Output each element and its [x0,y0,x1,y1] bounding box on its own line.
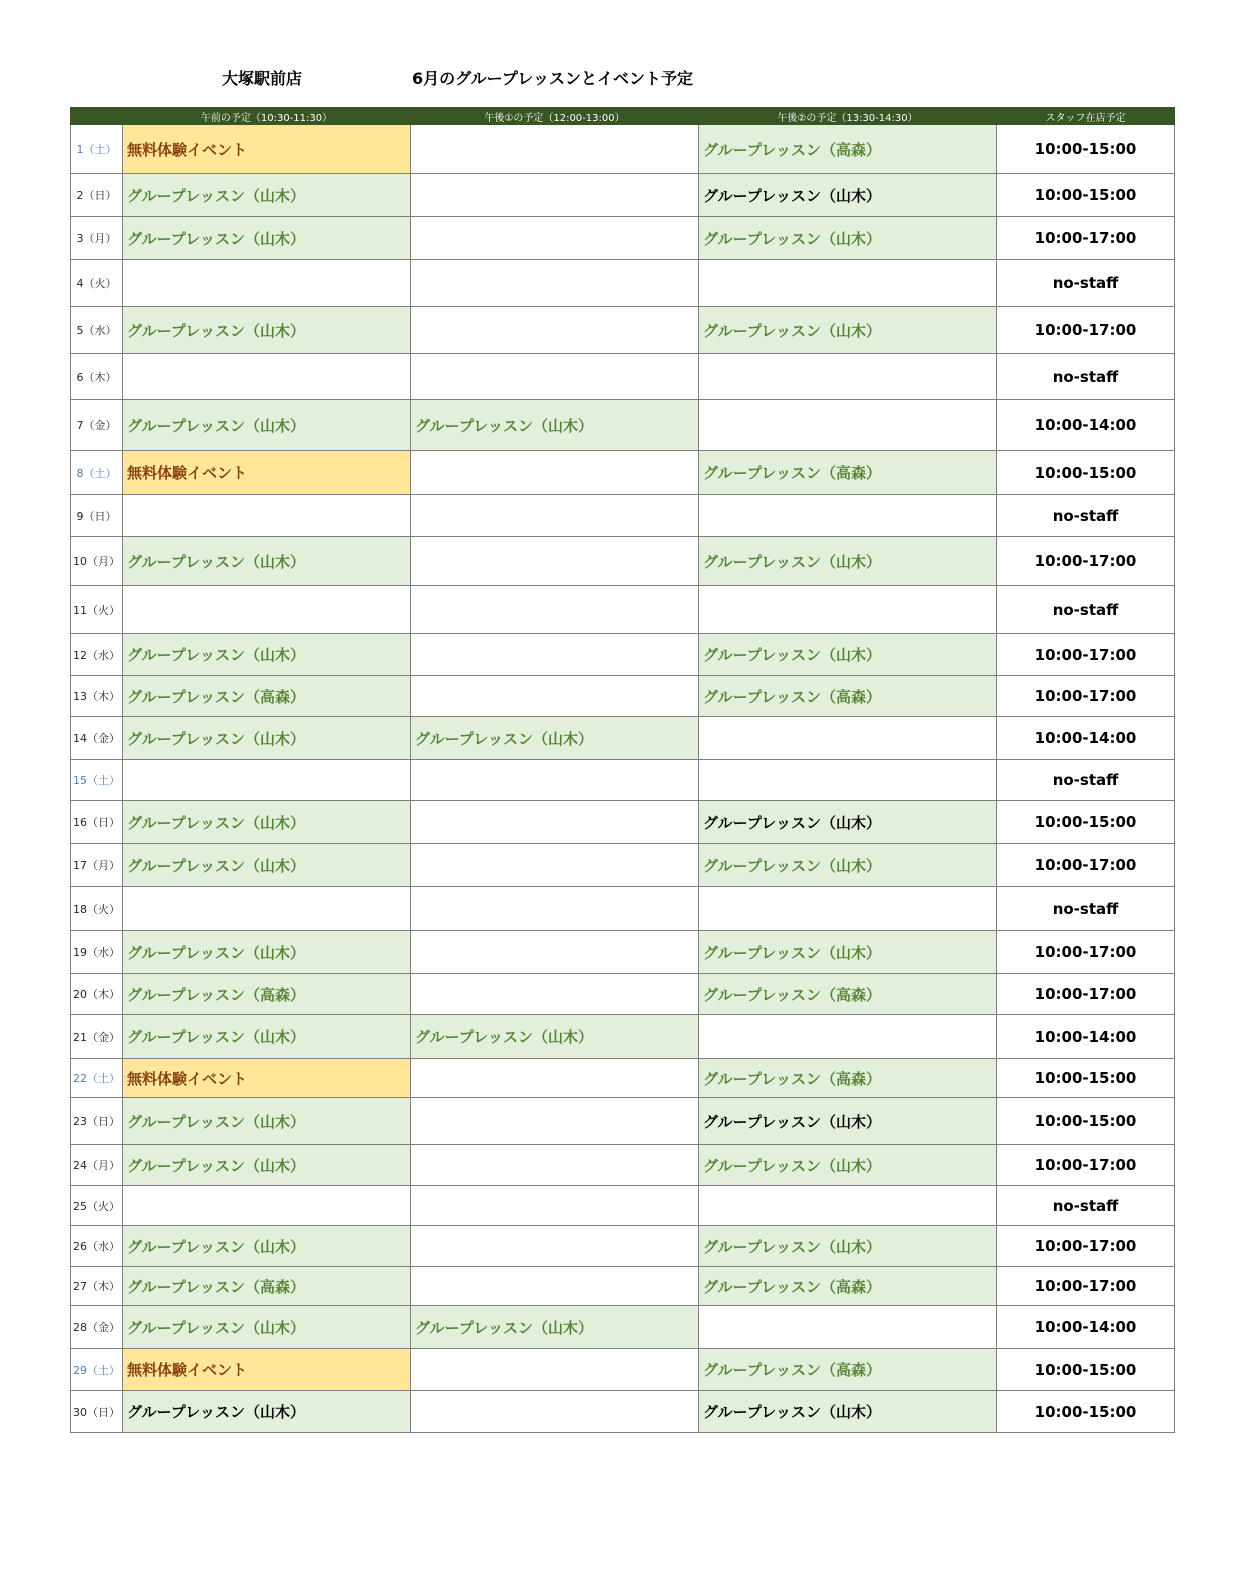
table-row [71,931,1175,974]
staff-hours-cell: no-staff [997,760,1175,801]
day-cell: 2（日） [71,174,123,217]
am-slot-cell: グループレッスン（山木） [123,1306,411,1349]
table-row [71,676,1175,717]
pm1-slot-cell [411,634,699,676]
pm2-slot-cell [699,260,997,307]
pm2-slot-cell: グループレッスン（山木） [699,634,997,676]
pm1-slot-cell: グループレッスン（山木） [411,1306,699,1349]
day-cell: 7（金） [71,400,123,451]
day-cell: 26（水） [71,1226,123,1267]
day-cell: 24（月） [71,1145,123,1186]
table-row [71,1226,1175,1267]
pm2-slot-cell: グループレッスン（高森） [699,676,997,717]
pm1-slot-cell [411,1145,699,1186]
pm2-slot-cell [699,717,997,760]
am-slot-cell [123,1186,411,1226]
pm2-slot-cell: グループレッスン（高森） [699,974,997,1015]
pm1-slot-cell [411,495,699,537]
pm1-slot-cell [411,1098,699,1145]
am-slot-cell [123,760,411,801]
pm1-slot-cell [411,354,699,400]
table-row [71,1059,1175,1098]
schedule-table [70,107,1175,1433]
table-row [71,801,1175,844]
pm1-slot-cell: グループレッスン（山木） [411,400,699,451]
day-cell: 3（月） [71,217,123,260]
header-afternoon-1: 午後①の予定（12:00-13:00） [411,108,699,125]
am-slot-cell: グループレッスン（山木） [123,307,411,354]
am-slot-cell [123,495,411,537]
am-slot-cell: 無料体験イベント [123,1349,411,1391]
am-slot-cell [123,586,411,634]
pm1-slot-cell [411,887,699,931]
pm1-slot-cell [411,307,699,354]
pm2-slot-cell: グループレッスン（山木） [699,1391,997,1433]
pm1-slot-cell [411,760,699,801]
day-cell: 4（火） [71,260,123,307]
table-row [71,717,1175,760]
staff-hours-cell: 10:00-15:00 [997,1059,1175,1098]
pm1-slot-cell: グループレッスン（山木） [411,1015,699,1059]
staff-hours-cell: 10:00-17:00 [997,931,1175,974]
staff-hours-cell: no-staff [997,586,1175,634]
pm1-slot-cell [411,844,699,887]
staff-hours-cell: 10:00-15:00 [997,125,1175,174]
staff-hours-cell: 10:00-15:00 [997,174,1175,217]
pm1-slot-cell [411,1186,699,1226]
day-cell: 16（日） [71,801,123,844]
pm2-slot-cell: グループレッスン（山木） [699,1145,997,1186]
am-slot-cell: グループレッスン（山木） [123,844,411,887]
pm2-slot-cell [699,760,997,801]
am-slot-cell [123,887,411,931]
am-slot-cell: グループレッスン（山木） [123,537,411,586]
table-row [71,451,1175,495]
pm2-slot-cell: グループレッスン（山木） [699,801,997,844]
am-slot-cell: グループレッスン（高森） [123,1267,411,1306]
pm2-slot-cell: グループレッスン（高森） [699,1267,997,1306]
am-slot-cell: 無料体験イベント [123,451,411,495]
pm2-slot-cell: グループレッスン（山木） [699,1226,997,1267]
table-row [71,974,1175,1015]
pm2-slot-cell [699,1186,997,1226]
staff-hours-cell: 10:00-15:00 [997,451,1175,495]
am-slot-cell: グループレッスン（山木） [123,1015,411,1059]
am-slot-cell: グループレッスン（山木） [123,1145,411,1186]
am-slot-cell: グループレッスン（山木） [123,174,411,217]
staff-hours-cell: 10:00-14:00 [997,1015,1175,1059]
pm2-slot-cell: グループレッスン（山木） [699,537,997,586]
pm2-slot-cell [699,354,997,400]
pm1-slot-cell [411,1226,699,1267]
day-cell: 12（水） [71,634,123,676]
staff-hours-cell: 10:00-17:00 [997,1267,1175,1306]
table-row [71,400,1175,451]
day-cell: 5（水） [71,307,123,354]
staff-hours-cell: 10:00-17:00 [997,676,1175,717]
staff-hours-cell: no-staff [997,354,1175,400]
pm1-slot-cell [411,217,699,260]
staff-hours-cell: 10:00-17:00 [997,217,1175,260]
table-row [71,1267,1175,1306]
pm1-slot-cell [411,451,699,495]
staff-hours-cell: 10:00-17:00 [997,537,1175,586]
page-title: 6月のグループレッスンとイベント予定 [412,69,694,88]
am-slot-cell: 無料体験イベント [123,125,411,174]
am-slot-cell: グループレッスン（山木） [123,400,411,451]
day-cell: 9（日） [71,495,123,537]
table-row [71,1015,1175,1059]
table-row [71,125,1175,174]
staff-hours-cell: no-staff [997,1186,1175,1226]
header-afternoon-2: 午後②の予定（13:30-14:30） [699,108,997,125]
staff-hours-cell: 10:00-17:00 [997,974,1175,1015]
pm2-slot-cell: グループレッスン（高森） [699,451,997,495]
staff-hours-cell: 10:00-17:00 [997,1145,1175,1186]
pm2-slot-cell: グループレッスン（山木） [699,1098,997,1145]
staff-hours-cell: 10:00-17:00 [997,1226,1175,1267]
pm2-slot-cell [699,586,997,634]
table-row [71,354,1175,400]
header-morning: 午前の予定（10:30-11:30） [123,108,411,125]
pm2-slot-cell [699,1015,997,1059]
am-slot-cell [123,354,411,400]
day-cell: 18（火） [71,887,123,931]
schedule-body [71,125,1175,1433]
pm2-slot-cell: グループレッスン（高森） [699,125,997,174]
am-slot-cell [123,260,411,307]
pm1-slot-cell [411,586,699,634]
day-cell: 17（月） [71,844,123,887]
table-row [71,586,1175,634]
day-cell: 29（土） [71,1349,123,1391]
table-row [71,174,1175,217]
am-slot-cell: グループレッスン（山木） [123,1098,411,1145]
header-day [71,108,123,125]
pm2-slot-cell: グループレッスン（高森） [699,1059,997,1098]
am-slot-cell: グループレッスン（山木） [123,801,411,844]
am-slot-cell: グループレッスン（山木） [123,634,411,676]
pm1-slot-cell [411,676,699,717]
staff-hours-cell: 10:00-17:00 [997,844,1175,887]
store-name: 大塚駅前店 [222,69,303,88]
pm2-slot-cell [699,400,997,451]
day-cell: 28（金） [71,1306,123,1349]
day-cell: 1（土） [71,125,123,174]
day-cell: 27（木） [71,1267,123,1306]
table-row [71,260,1175,307]
day-cell: 25（火） [71,1186,123,1226]
day-cell: 22（土） [71,1059,123,1098]
table-row [71,1306,1175,1349]
table-row [71,1145,1175,1186]
staff-hours-cell: 10:00-17:00 [997,307,1175,354]
staff-hours-cell: no-staff [997,260,1175,307]
am-slot-cell: グループレッスン（山木） [123,717,411,760]
pm1-slot-cell [411,1349,699,1391]
pm1-slot-cell [411,801,699,844]
header-row [71,108,1175,125]
am-slot-cell: グループレッスン（山木） [123,217,411,260]
staff-hours-cell: 10:00-15:00 [997,1098,1175,1145]
table-row [71,844,1175,887]
table-row [71,217,1175,260]
staff-hours-cell: 10:00-17:00 [997,634,1175,676]
day-cell: 19（水） [71,931,123,974]
am-slot-cell: グループレッスン（山木） [123,1391,411,1433]
pm1-slot-cell [411,174,699,217]
pm1-slot-cell [411,260,699,307]
table-row [71,634,1175,676]
am-slot-cell: グループレッスン（山木） [123,1226,411,1267]
day-cell: 14（金） [71,717,123,760]
pm2-slot-cell: グループレッスン（山木） [699,931,997,974]
staff-hours-cell: no-staff [997,495,1175,537]
staff-hours-cell: 10:00-14:00 [997,400,1175,451]
staff-hours-cell: 10:00-15:00 [997,1391,1175,1433]
am-slot-cell: グループレッスン（高森） [123,974,411,1015]
day-cell: 10（月） [71,537,123,586]
pm2-slot-cell [699,495,997,537]
pm1-slot-cell [411,931,699,974]
table-row [71,1391,1175,1433]
header-staff: スタッフ在店予定 [997,108,1175,125]
pm2-slot-cell [699,1306,997,1349]
day-cell: 6（木） [71,354,123,400]
staff-hours-cell: 10:00-14:00 [997,1306,1175,1349]
pm2-slot-cell: グループレッスン（高森） [699,1349,997,1391]
am-slot-cell: 無料体験イベント [123,1059,411,1098]
pm2-slot-cell: グループレッスン（山木） [699,217,997,260]
staff-hours-cell: no-staff [997,887,1175,931]
staff-hours-cell: 10:00-15:00 [997,1349,1175,1391]
pm2-slot-cell: グループレッスン（山木） [699,844,997,887]
pm1-slot-cell [411,125,699,174]
table-row [71,1349,1175,1391]
table-row [71,495,1175,537]
pm2-slot-cell: グループレッスン（山木） [699,174,997,217]
table-row [71,1186,1175,1226]
table-row [71,1098,1175,1145]
am-slot-cell: グループレッスン（高森） [123,676,411,717]
day-cell: 30（日） [71,1391,123,1433]
day-cell: 15（土） [71,760,123,801]
staff-hours-cell: 10:00-15:00 [997,801,1175,844]
day-cell: 23（日） [71,1098,123,1145]
table-row [71,537,1175,586]
table-row [71,887,1175,931]
pm1-slot-cell: グループレッスン（山木） [411,717,699,760]
day-cell: 20（木） [71,974,123,1015]
pm2-slot-cell [699,887,997,931]
day-cell: 8（土） [71,451,123,495]
day-cell: 11（火） [71,586,123,634]
am-slot-cell: グループレッスン（山木） [123,931,411,974]
pm1-slot-cell [411,974,699,1015]
pm2-slot-cell: グループレッスン（山木） [699,307,997,354]
day-cell: 13（木） [71,676,123,717]
pm1-slot-cell [411,1059,699,1098]
table-row [71,307,1175,354]
day-cell: 21（金） [71,1015,123,1059]
pm1-slot-cell [411,1267,699,1306]
pm1-slot-cell [411,537,699,586]
staff-hours-cell: 10:00-14:00 [997,717,1175,760]
pm1-slot-cell [411,1391,699,1433]
table-row [71,760,1175,801]
